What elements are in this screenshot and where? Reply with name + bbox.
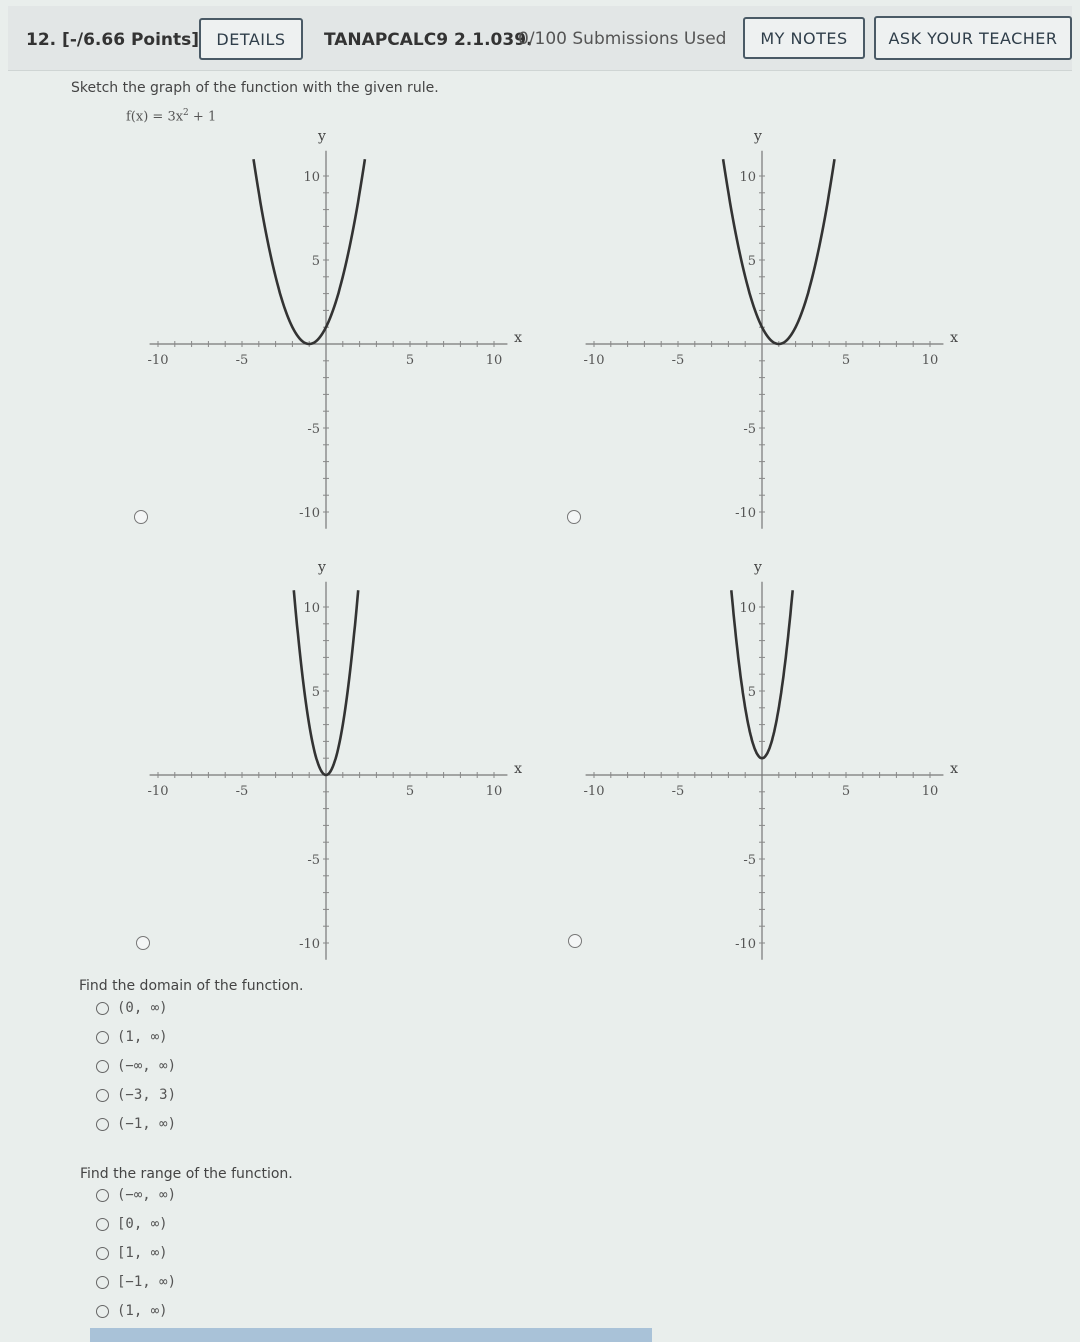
graph-option-1 — [147, 128, 542, 521]
x-axis-label: x — [514, 761, 523, 777]
y-tick-label: -5 — [743, 853, 756, 868]
x-tick-label: -10 — [583, 353, 605, 368]
y-tick-label: 10 — [303, 601, 320, 616]
y-tick-label: -5 — [307, 422, 320, 437]
domain-option-label: (−3, 3) — [117, 1087, 177, 1103]
y-tick-label: -10 — [735, 506, 756, 521]
domain-option-label: (1, ∞) — [117, 1029, 168, 1045]
x-tick-label: -10 — [583, 784, 605, 799]
x-tick-label: 10 — [485, 784, 503, 799]
domain-option-radio[interactable] — [96, 1002, 109, 1015]
graph-option-2 — [583, 128, 978, 521]
domain-option[interactable] — [96, 1058, 176, 1074]
y-tick-label: 5 — [311, 685, 320, 700]
y-tick-label: -10 — [735, 937, 756, 952]
y-tick-label: 10 — [739, 170, 756, 185]
domain-option-radio[interactable] — [96, 1118, 109, 1131]
domain-option-radio[interactable] — [96, 1031, 109, 1044]
graph-option-1-radio[interactable] — [134, 510, 148, 524]
y-tick-label: -10 — [299, 937, 320, 952]
range-option-radio[interactable] — [96, 1276, 109, 1289]
x-tick-label: -5 — [235, 353, 249, 368]
x-tick-label: -5 — [235, 784, 249, 799]
y-tick-label: 5 — [747, 685, 756, 700]
parabola-curve — [723, 159, 834, 344]
domain-option-label: (0, ∞) — [117, 1000, 168, 1016]
x-tick-label: -10 — [147, 784, 169, 799]
range-option-label: [1, ∞) — [117, 1245, 168, 1261]
domain-option-radio[interactable] — [96, 1060, 109, 1073]
x-tick-label: 10 — [485, 353, 503, 368]
parabola-curve — [254, 159, 365, 344]
y-axis-label: y — [318, 559, 326, 576]
domain-option[interactable] — [96, 1029, 168, 1045]
domain-option-radio[interactable] — [96, 1089, 109, 1102]
range-option[interactable] — [96, 1303, 168, 1319]
range-option-radio[interactable] — [96, 1189, 109, 1202]
domain-option-label: (−1, ∞) — [117, 1116, 177, 1132]
rule-main: f(x) = 3x — [126, 109, 184, 125]
y-tick-label: -10 — [299, 506, 320, 521]
range-option[interactable] — [96, 1216, 168, 1232]
question-content — [64, 72, 1064, 1342]
range-option-radio[interactable] — [96, 1247, 109, 1260]
question-number — [26, 30, 199, 50]
x-tick-label: 5 — [405, 784, 415, 799]
graph-option-4 — [583, 559, 978, 952]
x-tick-label: 10 — [921, 784, 939, 799]
rule-exponent: 2 — [183, 108, 189, 118]
range-option-label: (1, ∞) — [117, 1303, 168, 1319]
y-tick-label: -5 — [743, 422, 756, 437]
graph-option-3 — [147, 559, 542, 952]
range-option[interactable] — [96, 1245, 168, 1261]
y-axis-label: y — [754, 128, 762, 145]
x-axis-label: x — [514, 330, 523, 346]
range-option-radio[interactable] — [96, 1218, 109, 1231]
y-tick-label: 5 — [311, 254, 320, 269]
x-tick-label: 5 — [405, 353, 415, 368]
x-tick-label: -5 — [671, 784, 685, 799]
domain-option[interactable] — [96, 1116, 176, 1132]
domain-option[interactable] — [96, 1000, 168, 1016]
range-option-label: [−1, ∞) — [117, 1274, 177, 1290]
range-option-label: [0, ∞) — [117, 1216, 168, 1232]
graph-option-4-radio[interactable] — [568, 934, 582, 948]
range-option[interactable] — [96, 1187, 176, 1203]
rule-tail: + 1 — [188, 109, 217, 125]
function-rule — [126, 108, 216, 124]
y-axis-label: y — [318, 128, 326, 145]
range-option-radio[interactable] — [96, 1305, 109, 1318]
y-axis-label: y — [754, 559, 762, 576]
domain-prompt: Find the domain of the function. — [79, 978, 304, 994]
domain-option[interactable] — [96, 1087, 176, 1103]
problem-code: TANAPCALC9 2.1.039. — [324, 30, 533, 50]
submissions-used: 0/100 Submissions Used — [518, 29, 727, 49]
range-option-label: (−∞, ∞) — [117, 1187, 177, 1203]
range-prompt: Find the range of the function. — [80, 1166, 293, 1182]
points-text: [-/6.66 Points] — [62, 30, 200, 50]
y-tick-label: -5 — [307, 853, 320, 868]
x-axis-label: x — [950, 761, 959, 777]
ask-teacher-button[interactable]: ASK YOUR TEACHER — [874, 16, 1072, 60]
x-tick-label: 10 — [921, 353, 939, 368]
range-option[interactable] — [96, 1274, 176, 1290]
x-tick-label: -10 — [147, 353, 169, 368]
question-instruction: Sketch the graph of the function with the given rule. — [71, 80, 439, 96]
y-tick-label: 10 — [739, 601, 756, 616]
my-notes-button[interactable]: MY NOTES — [743, 17, 865, 59]
question-header — [8, 6, 1072, 71]
graph-option-3-radio[interactable] — [136, 936, 150, 950]
additional-materials-bar[interactable] — [90, 1328, 652, 1342]
x-tick-label: 5 — [841, 353, 851, 368]
y-tick-label: 5 — [747, 254, 756, 269]
question-number-text: 12. — [26, 30, 57, 50]
details-button[interactable]: DETAILS — [199, 18, 303, 60]
x-axis-label: x — [950, 330, 959, 346]
x-tick-label: 5 — [841, 784, 851, 799]
x-tick-label: -5 — [671, 353, 685, 368]
y-tick-label: 10 — [303, 170, 320, 185]
graph-option-2-radio[interactable] — [567, 510, 581, 524]
domain-option-label: (−∞, ∞) — [117, 1058, 177, 1074]
